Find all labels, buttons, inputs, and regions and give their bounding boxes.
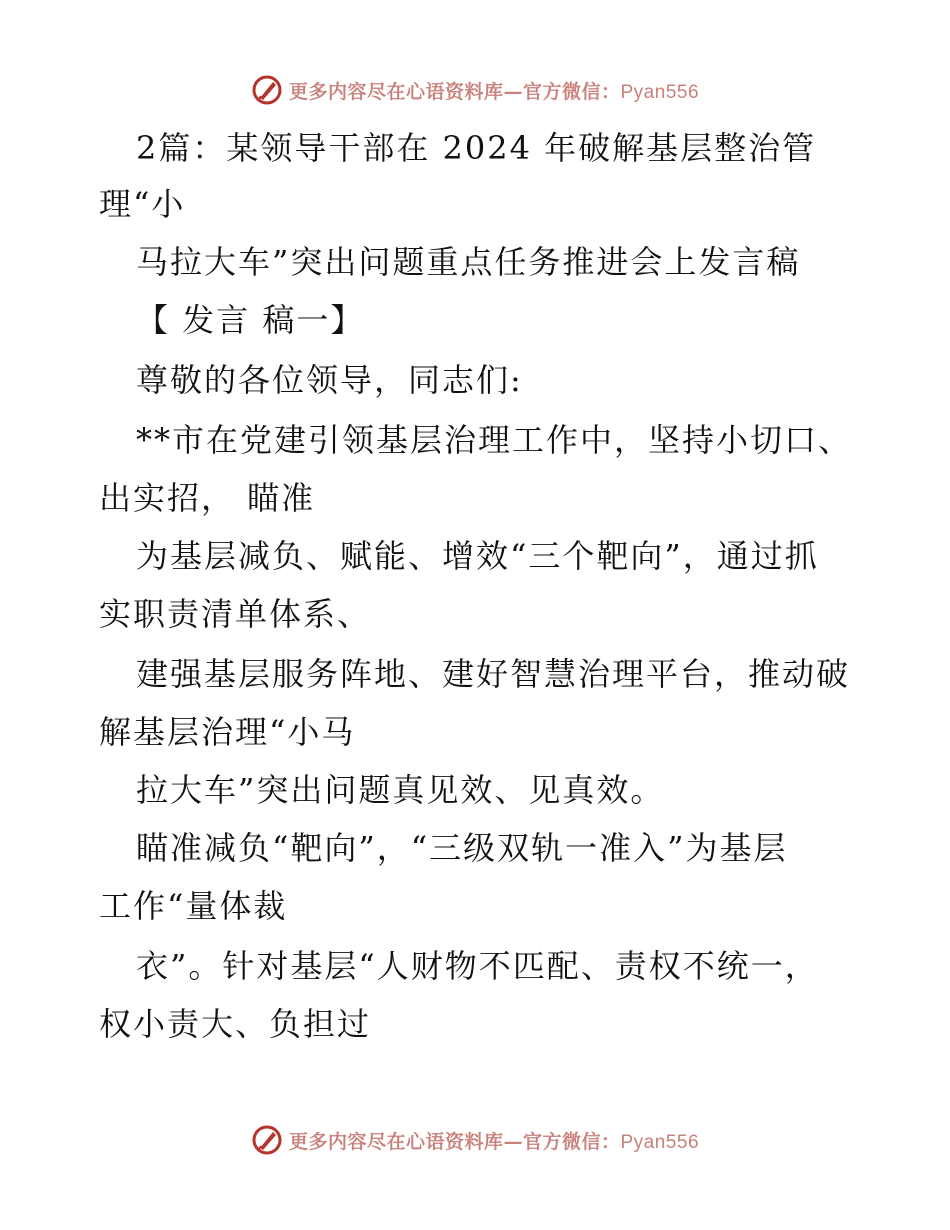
watermark-text: 更多内容尽在心语资料库—官方微信：Pyan556 (288, 1130, 700, 1153)
title-line-2: 理“小 (99, 185, 186, 223)
footer-watermark (0, 1120, 950, 1160)
paragraph-line: 拉大车”突出问题真见效、见真效。 (136, 771, 665, 809)
salutation: 尊敬的各位领导，同志们: (136, 361, 523, 399)
paragraph-line: 衣”。针对基层“人财物不匹配、责权不统一， (136, 947, 819, 985)
paragraph-line: 权小责大、负担过 (99, 1005, 372, 1043)
paragraph-line: 瞄准减负“靶向”，“三级双轨一准入”为基层 (136, 829, 788, 867)
paragraph-line: 建强基层服务阵地、建好智慧治理平台，推动破 (136, 655, 851, 693)
paragraph-line: 为基层减负、赋能、增效“三个靶向”，通过抓 (136, 537, 819, 575)
quill-logo-icon (251, 74, 283, 106)
section-heading: 【 发言 稿一】 (136, 301, 365, 339)
paragraph-line: 实职责清单体系、 (99, 595, 372, 633)
paragraph-line: **市在党建引领基层治理工作中，坚持小切口、 (136, 421, 853, 459)
header-watermark (0, 70, 950, 110)
title-line-1: 2篇：某领导干部在 2024 年破解基层整治管 (136, 129, 817, 167)
paragraph-line: 工作“量体裁 (99, 887, 288, 925)
watermark-text: 更多内容尽在心语资料库—官方微信：Pyan556 (288, 80, 700, 103)
paragraph-line: 出实招， 瞄准 (99, 479, 316, 517)
title-line-3: 马拉大车”突出问题重点任务推进会上发言稿 (136, 243, 801, 281)
paragraph-line: 解基层治理“小马 (99, 713, 356, 751)
quill-logo-icon (251, 1124, 283, 1156)
